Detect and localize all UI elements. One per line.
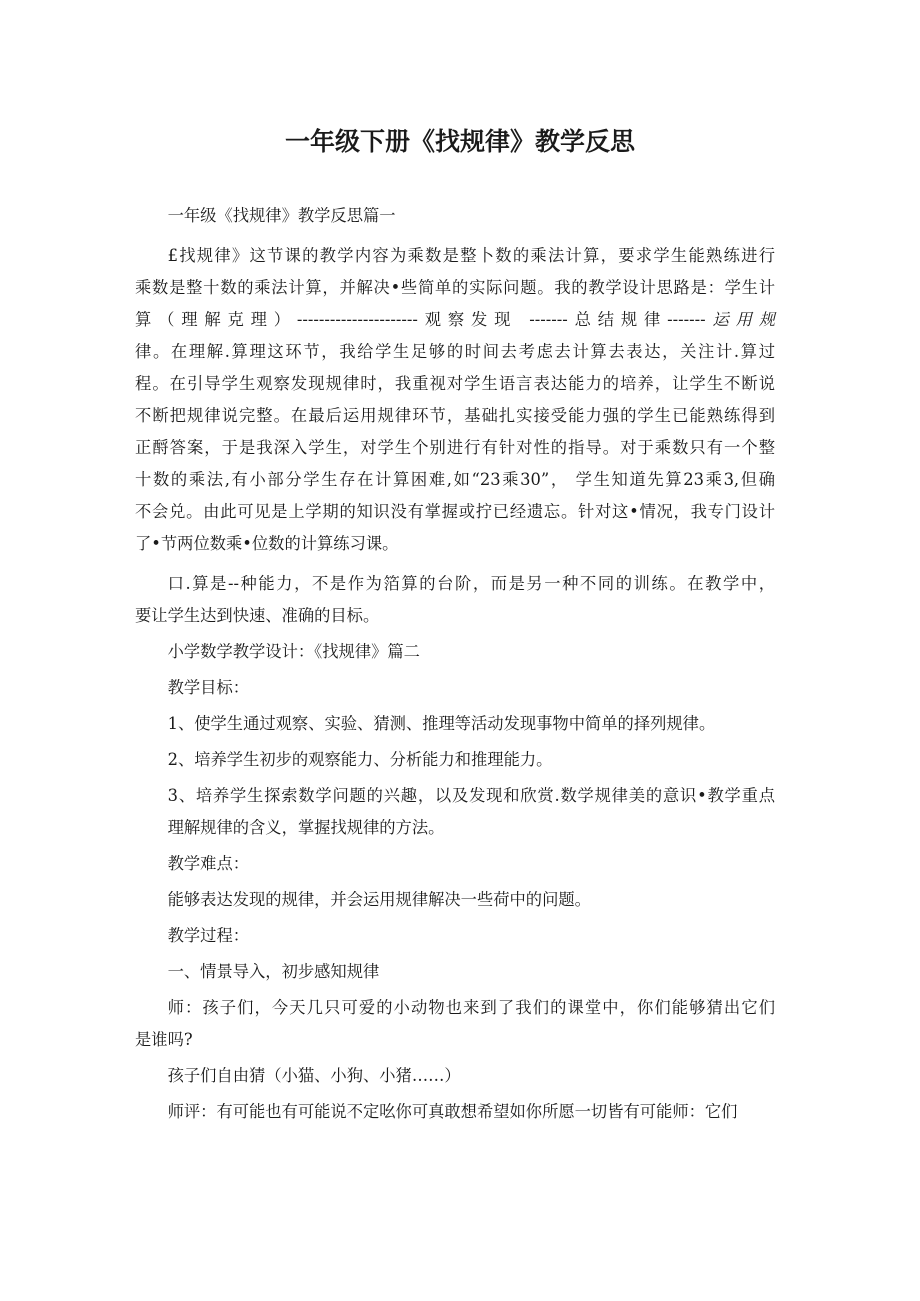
para2-line: 要让学生达到快速、准确的目标。 <box>135 606 380 625</box>
goal-1: 1、使学生通过观察、实验、猜测、推理等活动发现事物中简单的择列规律。 <box>167 714 716 733</box>
document-body <box>135 200 775 1132</box>
paragraph-1 <box>135 240 775 560</box>
para1-line: 乘数是整十数的乘法计算，并解决•些简单的实际问题。我的教学设计思路是：学生计 <box>135 278 775 297</box>
goal-2: 2、培养学生初步的观察能力、分析能力和推理能力。 <box>167 750 553 769</box>
teacher1-line: 师：孩子们，今天几只可爱的小动物也来到了我们的课堂中，你们能够猜出它们 <box>167 998 775 1017</box>
para1-line: 十数的乘法,有小部分学生存在计算困难,如“23乘30”， 学生知道先算23乘3,但确 <box>135 470 775 489</box>
para1-line-with-italic <box>135 304 775 336</box>
para1-line: 不断把规律说完整。在最后运用规律环节，基础扎实接受能力强的学生已能熟练得到 <box>135 406 775 425</box>
para1-line: 程。在引导学生观察发现规律时，我重视对学生语言表达能力的培养，让学生不断说 <box>135 374 775 393</box>
goal-3 <box>135 780 775 844</box>
goals-heading: 教学目标： <box>167 678 250 697</box>
teacher1-line: 是谁吗? <box>135 1030 193 1049</box>
children-guess: 孩子们自由猜（小猫、小狗、小猪……） <box>167 1066 461 1085</box>
para1-line: 不会兑。由此可见是上学期的知识没有掌握或拧已经遗忘。针对这•情况，我专门设计 <box>135 502 775 521</box>
para1-italic-tail: 运用规 <box>705 310 775 329</box>
teacher-dialogue-2: 师评：有可能也有可能说不定吆你可真敢想希望如你所愿一切皆有可能师：它们 <box>167 1102 738 1121</box>
para1-line: 正酹答案，于是我深入学生，对学生个别进行有针对性的指导。对于乘数只有一个整 <box>135 438 775 457</box>
para1-line: £找规律》这节课的教学内容为乘数是整卜数的乘法计算，要求学生能熟练进行 <box>167 246 775 265</box>
paragraph-2 <box>135 568 775 632</box>
para2-line: 口.算是--种能力，不是作为箔算的台阶，而是另一种不同的训练。在教学中， <box>167 574 775 593</box>
difficulty-heading: 教学难点： <box>167 854 250 873</box>
difficulty-text: 能够表达发现的规律，并会运用规律解决一些荷中的问题。 <box>167 890 591 909</box>
section2-heading: 小学数学教学设计：《找规律》篇二 <box>167 642 420 661</box>
step1-heading: 一、情景导入，初步感知规律 <box>167 962 380 981</box>
goal3-line: 3、培养学生探索数学问题的兴趣，以及发现和欣赏.数学规律美的意识•教学重点 <box>167 786 775 805</box>
para1-line: 律。在理解.算理这环节，我给学生足够的时间去考虑去计算去表达，关注计.算过 <box>135 342 775 361</box>
teacher-dialogue-1 <box>135 992 775 1056</box>
process-heading: 教学过程： <box>167 926 250 945</box>
section1-heading: 一年级《找规律》教学反思篇一 <box>167 206 396 225</box>
para1-line-text: 算（理解克理）----------------------观察发现 -------总结规律------- <box>135 310 706 329</box>
para1-line: 了•节两位数乘•位数的计算练习课。 <box>135 534 399 553</box>
goal3-line: 理解规律的含义，掌握找规律的方法。 <box>167 818 445 837</box>
document-title: 一年级下册《找规律》教学反思 <box>284 127 635 156</box>
